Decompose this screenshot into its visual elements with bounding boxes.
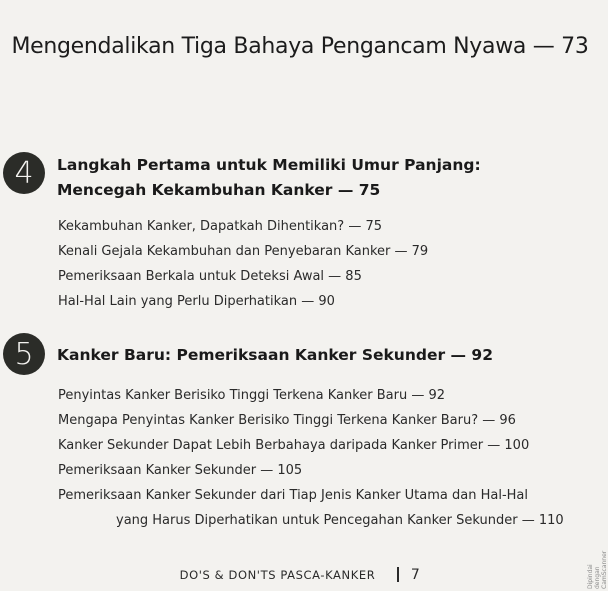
chapter-4-badge: 4 (3, 152, 45, 194)
toc-entry: Pemeriksaan Berkala untuk Deteksi Awal — 85 (58, 269, 362, 284)
footer-page-number: 7 (410, 567, 421, 583)
chapter-4-heading-line1: Langkah Pertama untuk Memiliki Umur Panjang: (57, 156, 481, 174)
chapter-5-heading (57, 343, 493, 368)
toc-entry-line1: Pemeriksaan Kanker Sekunder dari Tiap Jenis Kanker Utama dan Hal-Hal (58, 488, 528, 503)
chapter-4-heading-line2: Mencegah Kekambuhan Kanker — 75 (57, 181, 381, 199)
toc-entry: Kekambuhan Kanker, Dapatkah Dihentikan? — 75 (58, 219, 382, 234)
toc-entry: Pemeriksaan Kanker Sekunder — 105 (58, 463, 303, 478)
toc-entry-multiline (58, 483, 564, 533)
toc-entry: Mengapa Penyintas Kanker Berisiko Tinggi Terkena Kanker Baru? — 96 (58, 413, 516, 428)
chapter-5-heading-line1: Kanker Baru: Pemeriksaan Kanker Sekunder — 92 (57, 346, 493, 364)
chapter-5-entries (58, 383, 564, 533)
toc-entry-line2: yang Harus Diperhatikan untuk Pencegahan Kanker Sekunder — 110 (116, 513, 564, 528)
toc-entry: Penyintas Kanker Berisiko Tinggi Terkena Kanker Baru — 92 (58, 388, 446, 403)
toc-entry: Hal-Hal Lain yang Perlu Diperhatikan — 90 (58, 294, 335, 309)
chapter-4-entries (58, 214, 428, 314)
toc-entry: Kanker Sekunder Dapat Lebih Berbahaya daripada Kanker Primer — 100 (58, 438, 530, 453)
chapter-4-heading (57, 153, 481, 203)
chapter-5-badge: 5 (3, 333, 45, 375)
toc-entry: Kenali Gejala Kekambuhan dan Penyebaran Kanker — 79 (58, 244, 429, 259)
footer-separator (397, 567, 399, 582)
page-footer (0, 567, 600, 583)
footer-book-title: DO'S & DON'TS PASCA-KANKER (179, 568, 376, 582)
page-title: Mengendalikan Tiga Bahaya Pengancam Nyawa — 73 (11, 34, 589, 59)
scanner-watermark: Dipindai dengan CamScanner (587, 550, 608, 589)
